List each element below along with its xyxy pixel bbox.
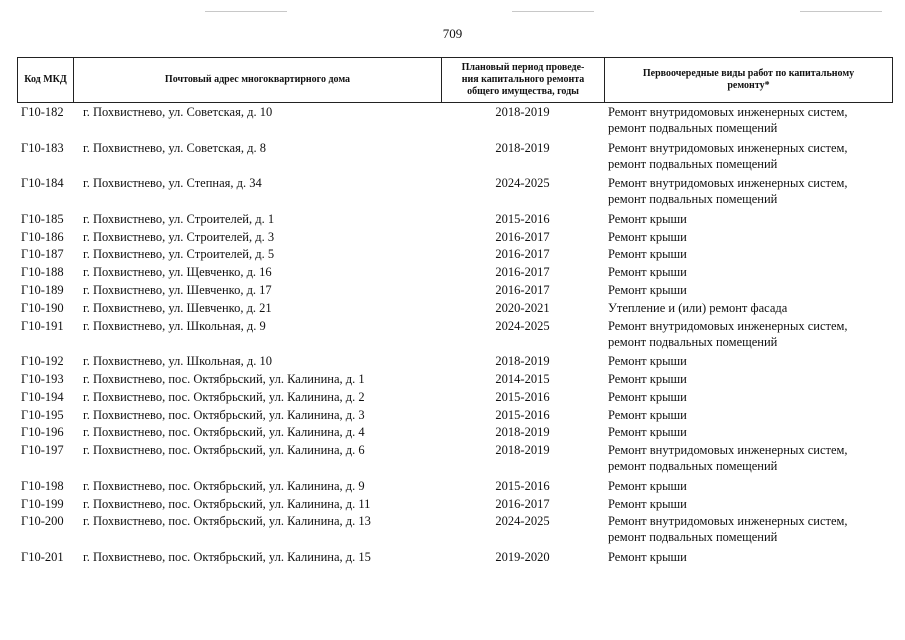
table-row — [17, 495, 893, 513]
mkd-code: Г10-199 — [21, 496, 64, 511]
postal-address: г. Похвистнево, ул. Школьная, д. 9 — [83, 318, 266, 333]
planned-period: 2019-2020 — [495, 549, 550, 564]
planned-period: 2015-2016 — [495, 211, 550, 226]
planned-period: 2015-2016 — [495, 389, 550, 404]
priority-works-line: Ремонт крыши — [608, 282, 687, 297]
table-row — [17, 228, 893, 246]
priority-works — [608, 371, 893, 387]
planned-period: 2016-2017 — [495, 265, 550, 280]
postal-address: г. Похвистнево, ул. Степная, д. 34 — [83, 176, 262, 191]
planned-period: 2018-2019 — [495, 425, 550, 440]
priority-works-line: Ремонт внутридомовых инженерных систем, — [608, 443, 848, 458]
priority-works-line: Ремонт крыши — [608, 478, 687, 493]
mkd-code: Г10-188 — [21, 265, 64, 280]
mkd-code: Г10-193 — [21, 371, 64, 386]
planned-period: 2018-2019 — [495, 443, 550, 458]
priority-works — [608, 407, 893, 423]
table-row — [17, 406, 893, 424]
planned-period: 2014-2015 — [495, 371, 550, 386]
postal-address: г. Похвистнево, пос. Октябрьский, ул. Калинина, д. 1 — [83, 371, 365, 386]
mkd-code: Г10-185 — [21, 211, 64, 226]
table-row — [17, 139, 893, 175]
table-header — [17, 57, 893, 103]
table-row — [17, 245, 893, 263]
priority-works — [608, 282, 893, 298]
postal-address: г. Похвистнево, пос. Октябрьский, ул. Калинина, д. 6 — [83, 443, 365, 458]
priority-works — [608, 246, 893, 262]
table-row — [17, 263, 893, 281]
postal-address: г. Похвистнево, пос. Октябрьский, ул. Калинина, д. 13 — [83, 514, 371, 529]
mkd-code: Г10-187 — [21, 247, 64, 262]
priority-works-line: ремонт подвальных помещений — [608, 121, 778, 135]
header-period — [442, 58, 605, 102]
header-period-line: ния капитального ремонта — [461, 74, 585, 85]
priority-works — [608, 478, 893, 494]
table-row — [17, 370, 893, 388]
mkd-code: Г10-194 — [21, 389, 64, 404]
table-row — [17, 174, 893, 210]
header-period-line: общего имущества, годы — [467, 86, 579, 97]
planned-period: 2016-2017 — [495, 247, 550, 262]
priority-works — [608, 513, 893, 545]
table-row — [17, 441, 893, 477]
mkd-code: Г10-186 — [21, 229, 64, 244]
priority-works-line: Ремонт крыши — [608, 354, 687, 369]
planned-period: 2016-2017 — [495, 496, 550, 511]
priority-works — [608, 496, 893, 512]
priority-works-line: Ремонт крыши — [608, 247, 687, 262]
postal-address: г. Похвистнево, ул. Шевченко, д. 21 — [83, 300, 272, 315]
planned-period: 2018-2019 — [495, 354, 550, 369]
scan-artifact-line — [205, 11, 287, 12]
mkd-code: Г10-196 — [21, 425, 64, 440]
table-row — [17, 103, 893, 139]
planned-period: 2018-2019 — [495, 140, 550, 155]
planned-period: 2020-2021 — [495, 300, 550, 315]
priority-works — [608, 300, 893, 316]
priority-works-line: ремонт подвальных помещений — [608, 530, 778, 545]
priority-works — [608, 211, 893, 227]
mkd-code: Г10-201 — [21, 549, 64, 564]
postal-address: г. Похвистнево, ул. Шевченко, д. 17 — [83, 282, 272, 297]
priority-works — [608, 104, 893, 136]
table-row — [17, 210, 893, 228]
mkd-code: Г10-197 — [21, 443, 64, 458]
header-period-line: Плановый период проведе- — [461, 62, 585, 73]
mkd-code: Г10-198 — [21, 478, 64, 493]
postal-address: г. Похвистнево, пос. Октябрьский, ул. Калинина, д. 15 — [83, 549, 371, 564]
priority-works-line: Ремонт крыши — [608, 407, 687, 422]
postal-address: г. Похвистнево, ул. Щевченко, д. 16 — [83, 265, 272, 280]
priority-works — [608, 424, 893, 440]
header-works-line: Первоочередные виды работ по капитальному — [642, 68, 855, 79]
priority-works-line: ремонт подвальных помещений — [608, 156, 778, 171]
planned-period: 2024-2025 — [495, 176, 550, 191]
priority-works — [608, 549, 893, 565]
header-address: Почтовый адрес многоквартирного дома — [74, 58, 442, 102]
mkd-code: Г10-191 — [21, 318, 64, 333]
priority-works-line: Ремонт внутридомовых инженерных систем, — [608, 318, 848, 333]
postal-address: г. Похвистнево, пос. Октябрьский, ул. Калинина, д. 3 — [83, 407, 365, 422]
table-row — [17, 299, 893, 317]
priority-works-line: ремонт подвальных помещений — [608, 459, 778, 474]
header-works — [605, 58, 892, 102]
postal-address: г. Похвистнево, ул. Строителей, д. 5 — [83, 247, 275, 262]
postal-address: г. Похвистнево, ул. Советская, д. 10 — [83, 105, 273, 119]
planned-period: 2024-2025 — [495, 514, 550, 529]
table-row — [17, 352, 893, 370]
priority-works-line: Ремонт внутридомовых инженерных систем, — [608, 514, 848, 529]
header-code: Код МКД — [18, 58, 74, 102]
table-row — [17, 317, 893, 353]
mkd-code: Г10-200 — [21, 514, 64, 529]
priority-works-line: Ремонт крыши — [608, 425, 687, 440]
planned-period: 2018-2019 — [495, 105, 550, 119]
page-number: 709 — [442, 26, 463, 41]
table-row — [17, 388, 893, 406]
mkd-code: Г10-189 — [21, 282, 64, 297]
table-row — [17, 512, 893, 548]
priority-works — [608, 353, 893, 369]
mkd-code: Г10-182 — [21, 105, 64, 119]
priority-works-line: Ремонт внутридомовых инженерных систем, — [608, 176, 848, 191]
priority-works-line: ремонт подвальных помещений — [608, 192, 778, 207]
planned-period: 2016-2017 — [495, 229, 550, 244]
mkd-code: Г10-192 — [21, 354, 64, 369]
priority-works — [608, 229, 893, 245]
priority-works-line: ремонт подвальных помещений — [608, 334, 778, 349]
priority-works-line: Ремонт внутридомовых инженерных систем, — [608, 140, 848, 155]
postal-address: г. Похвистнево, ул. Школьная, д. 10 — [83, 354, 272, 369]
priority-works — [608, 389, 893, 405]
table-row — [17, 477, 893, 495]
mkd-code: Г10-195 — [21, 407, 64, 422]
priority-works-line: Ремонт крыши — [608, 211, 687, 226]
priority-works-line: Ремонт крыши — [608, 229, 687, 244]
priority-works — [608, 175, 893, 207]
priority-works-line: Утепление и (или) ремонт фасада — [608, 300, 788, 315]
priority-works — [608, 318, 893, 350]
postal-address: г. Похвистнево, пос. Октябрьский, ул. Калинина, д. 4 — [83, 425, 365, 440]
mkd-code: Г10-184 — [21, 176, 64, 191]
postal-address: г. Похвистнево, ул. Строителей, д. 3 — [83, 229, 275, 244]
planned-period: 2015-2016 — [495, 407, 550, 422]
header-works-line: ремонту* — [727, 80, 770, 91]
postal-address: г. Похвистнево, пос. Октябрьский, ул. Калинина, д. 2 — [83, 389, 365, 404]
priority-works — [608, 264, 893, 280]
priority-works-line: Ремонт крыши — [608, 549, 687, 564]
priority-works-line: Ремонт крыши — [608, 496, 687, 511]
mkd-code: Г10-190 — [21, 300, 64, 315]
priority-works-line: Ремонт крыши — [608, 389, 687, 404]
planned-period: 2016-2017 — [495, 282, 550, 297]
scan-artifact-line — [800, 11, 882, 12]
postal-address: г. Похвистнево, ул. Строителей, д. 1 — [83, 211, 275, 226]
scan-artifact-line — [512, 11, 594, 12]
mkd-code: Г10-183 — [21, 140, 64, 155]
table-body — [17, 103, 893, 566]
priority-works — [608, 442, 893, 474]
postal-address: г. Похвистнево, ул. Советская, д. 8 — [83, 140, 266, 155]
postal-address: г. Похвистнево, пос. Октябрьский, ул. Калинина, д. 9 — [83, 478, 365, 493]
planned-period: 2024-2025 — [495, 318, 550, 333]
planned-period: 2015-2016 — [495, 478, 550, 493]
repair-schedule-table — [17, 57, 893, 566]
table-row — [17, 281, 893, 299]
priority-works-line: Ремонт крыши — [608, 265, 687, 280]
table-row — [17, 548, 893, 566]
table-row — [17, 423, 893, 441]
priority-works-line: Ремонт внутридомовых инженерных систем, — [608, 105, 848, 119]
postal-address: г. Похвистнево, пос. Октябрьский, ул. Калинина, д. 11 — [83, 496, 371, 511]
priority-works — [608, 140, 893, 172]
priority-works-line: Ремонт крыши — [608, 371, 687, 386]
